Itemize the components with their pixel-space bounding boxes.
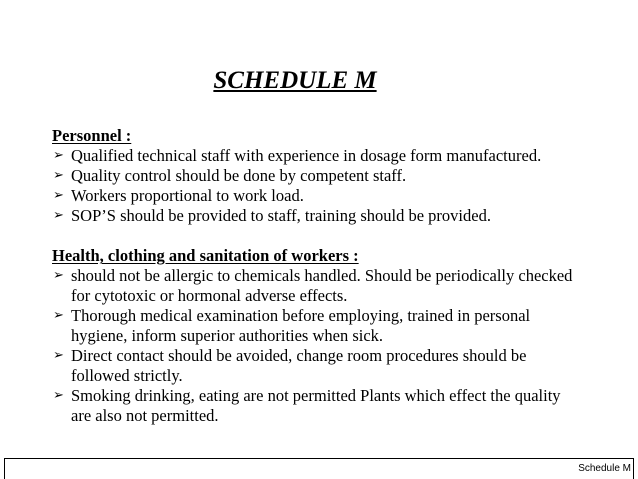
list-item [52, 306, 612, 346]
footer-divider [4, 458, 634, 459]
slide-content [52, 126, 612, 426]
section-heading-health: Health, clothing and sanitation of workers : [52, 246, 359, 265]
arrowhead-bullet-icon: ➢ [53, 208, 64, 223]
arrowhead-bullet-icon: ➢ [53, 148, 64, 163]
list-item [52, 346, 612, 386]
list-item [52, 206, 612, 226]
list-item [52, 146, 612, 166]
list-item-text: Quality control should be done by competent staff. [71, 166, 407, 185]
list-item-text: Smoking drinking, eating are not permitted Plants which effect the quality are also not permitted. [71, 386, 561, 425]
arrowhead-bullet-icon: ➢ [53, 268, 64, 283]
slide-title: SCHEDULE M [213, 67, 377, 94]
list-item [52, 266, 612, 306]
section-heading-personnel: Personnel : [52, 126, 132, 145]
section-spacer [52, 226, 612, 246]
list-item-text: Direct contact should be avoided, change room procedures should be followed strictly. [71, 346, 527, 385]
arrowhead-bullet-icon: ➢ [53, 168, 64, 183]
footer-edge-left [4, 458, 5, 479]
list-item-text: Workers proportional to work load. [71, 186, 304, 205]
footer-label: Schedule M [578, 463, 631, 474]
list-item-text: Thorough medical examination before employing, trained in personal hygiene, inform superior authorities when sick. [71, 306, 531, 345]
list-item [52, 386, 612, 426]
list-item [52, 186, 612, 206]
arrowhead-bullet-icon: ➢ [53, 308, 64, 323]
list-item [52, 166, 612, 186]
list-item-text: Qualified technical staff with experience in dosage form manufactured. [71, 146, 542, 165]
list-item-text: should not be allergic to chemicals handled. Should be periodically checked for cytotoxic or hormonal adverse effects. [71, 266, 573, 305]
arrowhead-bullet-icon: ➢ [53, 388, 64, 403]
list-item-text: SOP’S should be provided to staff, training should be provided. [71, 206, 491, 225]
footer-edge-right [633, 458, 634, 479]
arrowhead-bullet-icon: ➢ [53, 188, 64, 203]
arrowhead-bullet-icon: ➢ [53, 348, 64, 363]
